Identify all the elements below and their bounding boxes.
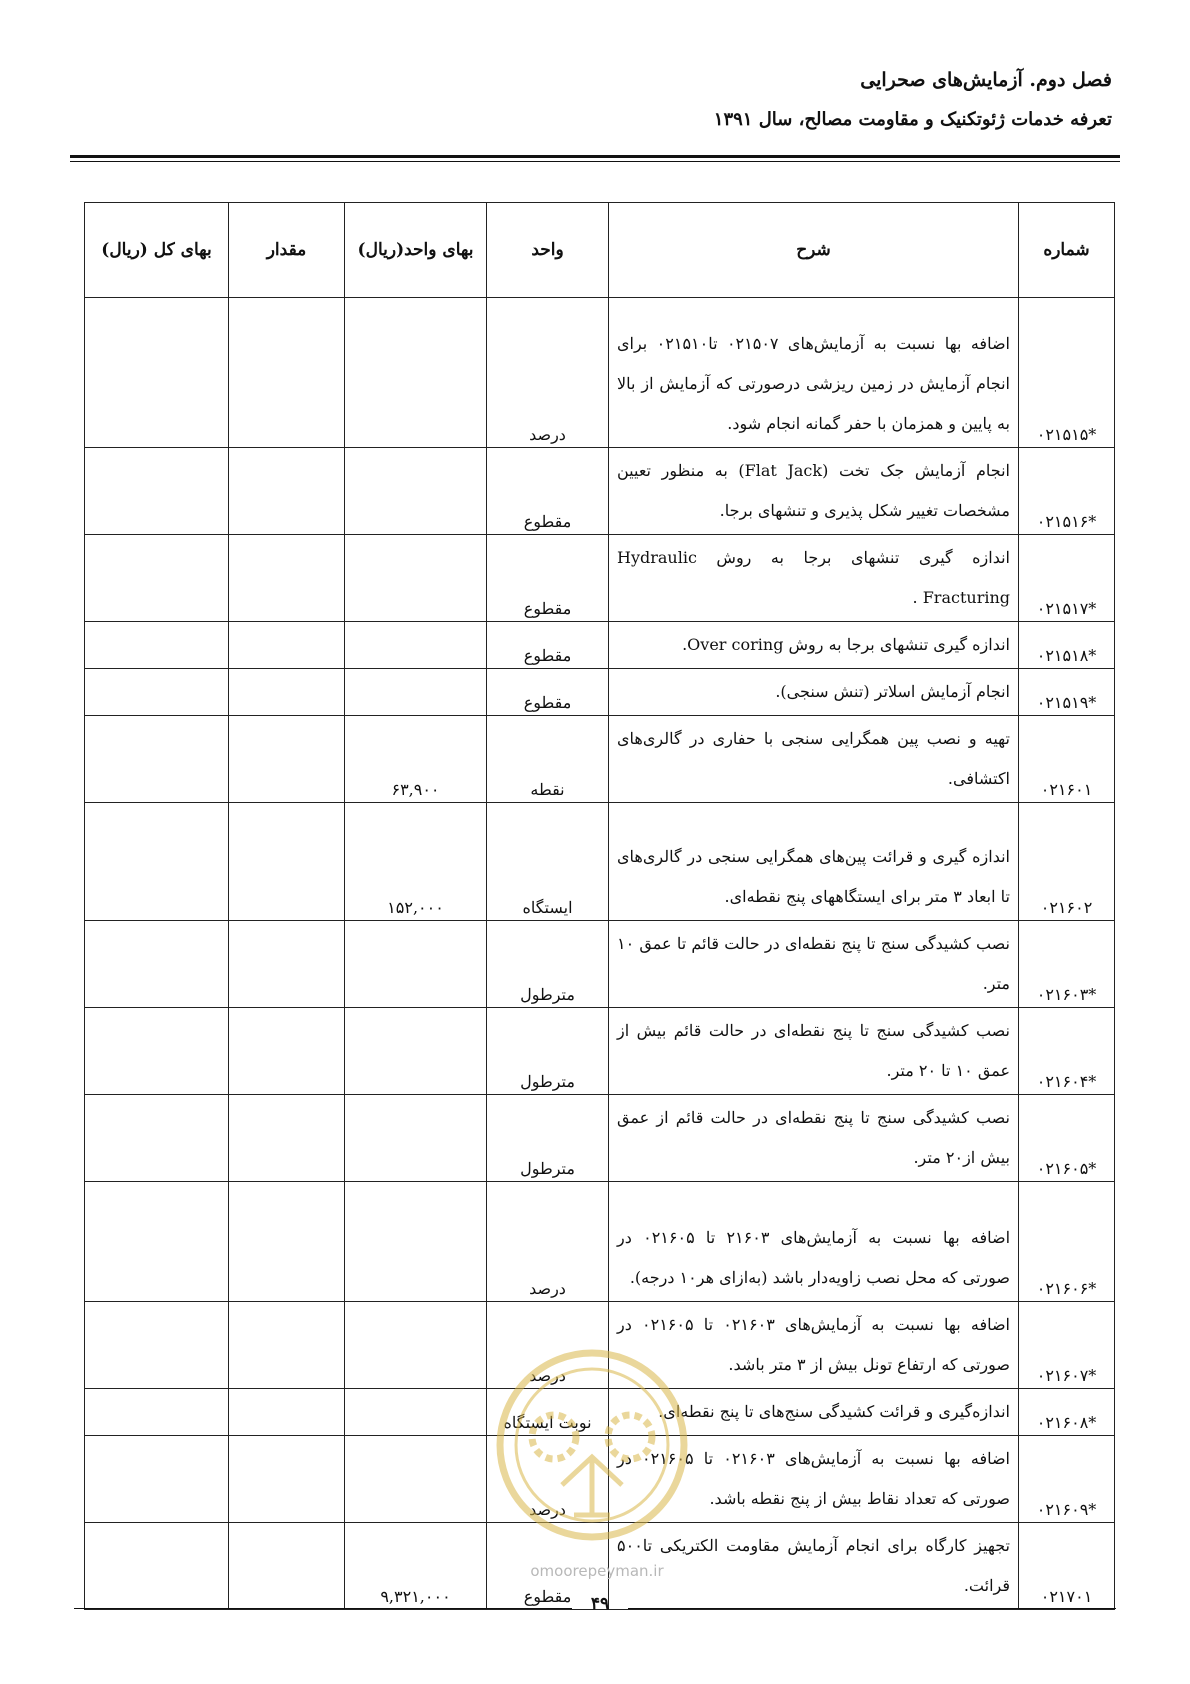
item-unit: درصد xyxy=(487,298,609,448)
item-total-price xyxy=(85,1523,229,1610)
item-unit: ایستگاه xyxy=(487,803,609,921)
chapter-title: فصل دوم. آزمایش‌های صحرایی xyxy=(860,69,1112,91)
item-number: *۰۲۱۶۰۳ xyxy=(1019,921,1115,1008)
item-total-price xyxy=(85,448,229,535)
document-title: تعرفه خدمات ژئوتکنیک و مقاومت مصالح، سال ۱۳۹۱ xyxy=(713,109,1112,130)
item-unit: مقطوع xyxy=(487,535,609,622)
item-total-price xyxy=(85,716,229,803)
item-unit-price xyxy=(345,1389,487,1436)
item-quantity xyxy=(229,298,345,448)
item-total-price xyxy=(85,1182,229,1302)
table-row xyxy=(85,803,1115,921)
item-quantity xyxy=(229,716,345,803)
table-row xyxy=(85,669,1115,716)
column-header-description: شرح xyxy=(609,203,1019,298)
item-total-price xyxy=(85,298,229,448)
item-quantity xyxy=(229,1302,345,1389)
item-description: انجام آزمایش جک تخت (Flat Jack) به منظور تعیین مشخصات تغییر شکل پذیری و تنشهای برجا. xyxy=(609,448,1019,535)
footer-divider-left xyxy=(74,1608,572,1609)
item-total-price xyxy=(85,921,229,1008)
item-unit: مقطوع xyxy=(487,1523,609,1610)
table-row xyxy=(85,1182,1115,1302)
item-number: ۰۲۱۷۰۱ xyxy=(1019,1523,1115,1610)
item-total-price xyxy=(85,1095,229,1182)
item-number: *۰۲۱۶۰۷ xyxy=(1019,1302,1115,1389)
item-number: *۰۲۱۶۰۴ xyxy=(1019,1008,1115,1095)
table-row xyxy=(85,716,1115,803)
item-quantity xyxy=(229,1008,345,1095)
item-unit-price xyxy=(345,669,487,716)
tariff-table xyxy=(84,202,1115,1610)
item-quantity xyxy=(229,1389,345,1436)
item-description: اندازه گیری و قرائت پین‌های همگرایی سنجی در گالری‌های تا ابعاد ۳ متر برای ایستگاههای پنج نقطه‌ای. xyxy=(609,803,1019,921)
item-unit-price xyxy=(345,1182,487,1302)
item-number: *۰۲۱۶۰۸ xyxy=(1019,1389,1115,1436)
item-description: اندازه گیری تنشهای برجا به روش Hydraulic Fracturing . xyxy=(609,535,1019,622)
item-unit-price: ۱۵۲,۰۰۰ xyxy=(345,803,487,921)
header-divider xyxy=(70,155,1120,162)
table-row xyxy=(85,921,1115,1008)
page-header xyxy=(78,60,1112,140)
table-row xyxy=(85,622,1115,669)
item-description: نصب کشیدگی سنج تا پنج نقطه‌ای در حالت قائم بیش از عمق ۱۰ تا ۲۰ متر. xyxy=(609,1008,1019,1095)
item-description: اضافه بها نسبت به آزمایش‌های ۲۱۶۰۳ تا ۰۲۱۶۰۵ در صورتی که محل نصب زاویه‌دار باشد (به‌ازای هر۱۰ درجه). xyxy=(609,1182,1019,1302)
item-description: انجام آزمایش اسلاتر (تنش سنجی). xyxy=(609,669,1019,716)
item-number: *۰۲۱۶۰۵ xyxy=(1019,1095,1115,1182)
item-quantity xyxy=(229,1523,345,1610)
table-row xyxy=(85,298,1115,448)
item-number: *۰۲۱۵۱۹ xyxy=(1019,669,1115,716)
item-unit-price xyxy=(345,535,487,622)
item-quantity xyxy=(229,1436,345,1523)
item-unit: درصد xyxy=(487,1436,609,1523)
item-total-price xyxy=(85,1302,229,1389)
item-total-price xyxy=(85,1389,229,1436)
item-quantity xyxy=(229,803,345,921)
item-number: ۰۲۱۶۰۱ xyxy=(1019,716,1115,803)
item-unit-price xyxy=(345,622,487,669)
item-description: اضافه بها نسبت به آزمایش‌های ۰۲۱۶۰۳ تا ۰۲۱۶۰۵ در صورتی که ارتفاع تونل بیش از ۳ متر باشد. xyxy=(609,1302,1019,1389)
item-total-price xyxy=(85,1436,229,1523)
table-row xyxy=(85,1095,1115,1182)
item-unit: درصد xyxy=(487,1182,609,1302)
item-unit: مقطوع xyxy=(487,448,609,535)
item-unit: مترطول xyxy=(487,1095,609,1182)
item-description: اندازه گیری تنشهای برجا به روش Over coring. xyxy=(609,622,1019,669)
item-total-price xyxy=(85,1008,229,1095)
item-number: *۰۲۱۶۰۹ xyxy=(1019,1436,1115,1523)
item-quantity xyxy=(229,448,345,535)
column-header-quantity: مقدار xyxy=(229,203,345,298)
item-unit: نوبت ایستگاه xyxy=(487,1389,609,1436)
item-unit-price xyxy=(345,1095,487,1182)
item-unit-price xyxy=(345,1436,487,1523)
item-quantity xyxy=(229,921,345,1008)
table-row xyxy=(85,1436,1115,1523)
item-unit: مقطوع xyxy=(487,622,609,669)
item-quantity xyxy=(229,669,345,716)
item-quantity xyxy=(229,535,345,622)
item-unit: نقطه xyxy=(487,716,609,803)
item-unit-price: ۶۳,۹۰۰ xyxy=(345,716,487,803)
table-row xyxy=(85,1008,1115,1095)
item-quantity xyxy=(229,622,345,669)
item-unit: مقطوع xyxy=(487,669,609,716)
item-quantity xyxy=(229,1095,345,1182)
item-number: *۰۲۱۵۱۵ xyxy=(1019,298,1115,448)
item-total-price xyxy=(85,803,229,921)
item-description: نصب کشیدگی سنج تا پنج نقطه‌ای در حالت قائم از عمق بیش از۲۰ متر. xyxy=(609,1095,1019,1182)
item-description: تجهیز کارگاه برای انجام آزمایش مقاومت الکتریکی تا۵۰۰ قرائت. xyxy=(609,1523,1019,1610)
item-unit-price xyxy=(345,448,487,535)
item-total-price xyxy=(85,535,229,622)
item-unit: مترطول xyxy=(487,921,609,1008)
item-number: *۰۲۱۵۱۸ xyxy=(1019,622,1115,669)
item-unit-price xyxy=(345,1302,487,1389)
column-header-number: شماره xyxy=(1019,203,1115,298)
item-unit: مترطول xyxy=(487,1008,609,1095)
item-number: *۰۲۱۵۱۷ xyxy=(1019,535,1115,622)
item-description: اضافه بها نسبت به آزمایش‌های ۰۲۱۵۰۷ تا۰۲۱۵۱۰ برای انجام آزمایش در زمین ریزشی درصورتی که آزمایش از بالا به پایین و همزمان با حفر گمانه انجام شود. xyxy=(609,298,1019,448)
table-row xyxy=(85,1389,1115,1436)
item-unit-price xyxy=(345,298,487,448)
item-description: تهیه و نصب پین همگرایی سنجی با حفاری در گالری‌های اکتشافی. xyxy=(609,716,1019,803)
table-row xyxy=(85,535,1115,622)
item-description: اندازه‌گیری و قرائت کشیدگی سنج‌های تا پنج نقطه‌ای. xyxy=(609,1389,1019,1436)
item-number: ۰۲۱۶۰۲ xyxy=(1019,803,1115,921)
item-quantity xyxy=(229,1182,345,1302)
watermark-url: omoorepeyman.ir xyxy=(530,1562,664,1580)
column-header-unit: واحد xyxy=(487,203,609,298)
item-total-price xyxy=(85,622,229,669)
item-number: *۰۲۱۶۰۶ xyxy=(1019,1182,1115,1302)
item-description: نصب کشیدگی سنج تا پنج نقطه‌ای در حالت قائم تا عمق ۱۰ متر. xyxy=(609,921,1019,1008)
item-number: *۰۲۱۵۱۶ xyxy=(1019,448,1115,535)
table-row xyxy=(85,1302,1115,1389)
item-unit-price: ۹,۳۲۱,۰۰۰ xyxy=(345,1523,487,1610)
item-total-price xyxy=(85,669,229,716)
item-description: اضافه بها نسبت به آزمایش‌های ۰۲۱۶۰۳ تا ۰۲۱۶۰۵ در صورتی که تعداد نقاط بیش از پنج نقطه باشد. xyxy=(609,1436,1019,1523)
table-row xyxy=(85,448,1115,535)
column-header-total-price: بهای کل (ریال) xyxy=(85,203,229,298)
item-unit-price xyxy=(345,1008,487,1095)
column-header-unit-price: بهای واحد(ریال) xyxy=(345,203,487,298)
item-unit-price xyxy=(345,921,487,1008)
item-unit: درصد xyxy=(487,1302,609,1389)
page-number: ۴۹ xyxy=(590,1594,610,1614)
footer-divider-right xyxy=(628,1608,1116,1609)
table-header-row xyxy=(85,203,1115,298)
